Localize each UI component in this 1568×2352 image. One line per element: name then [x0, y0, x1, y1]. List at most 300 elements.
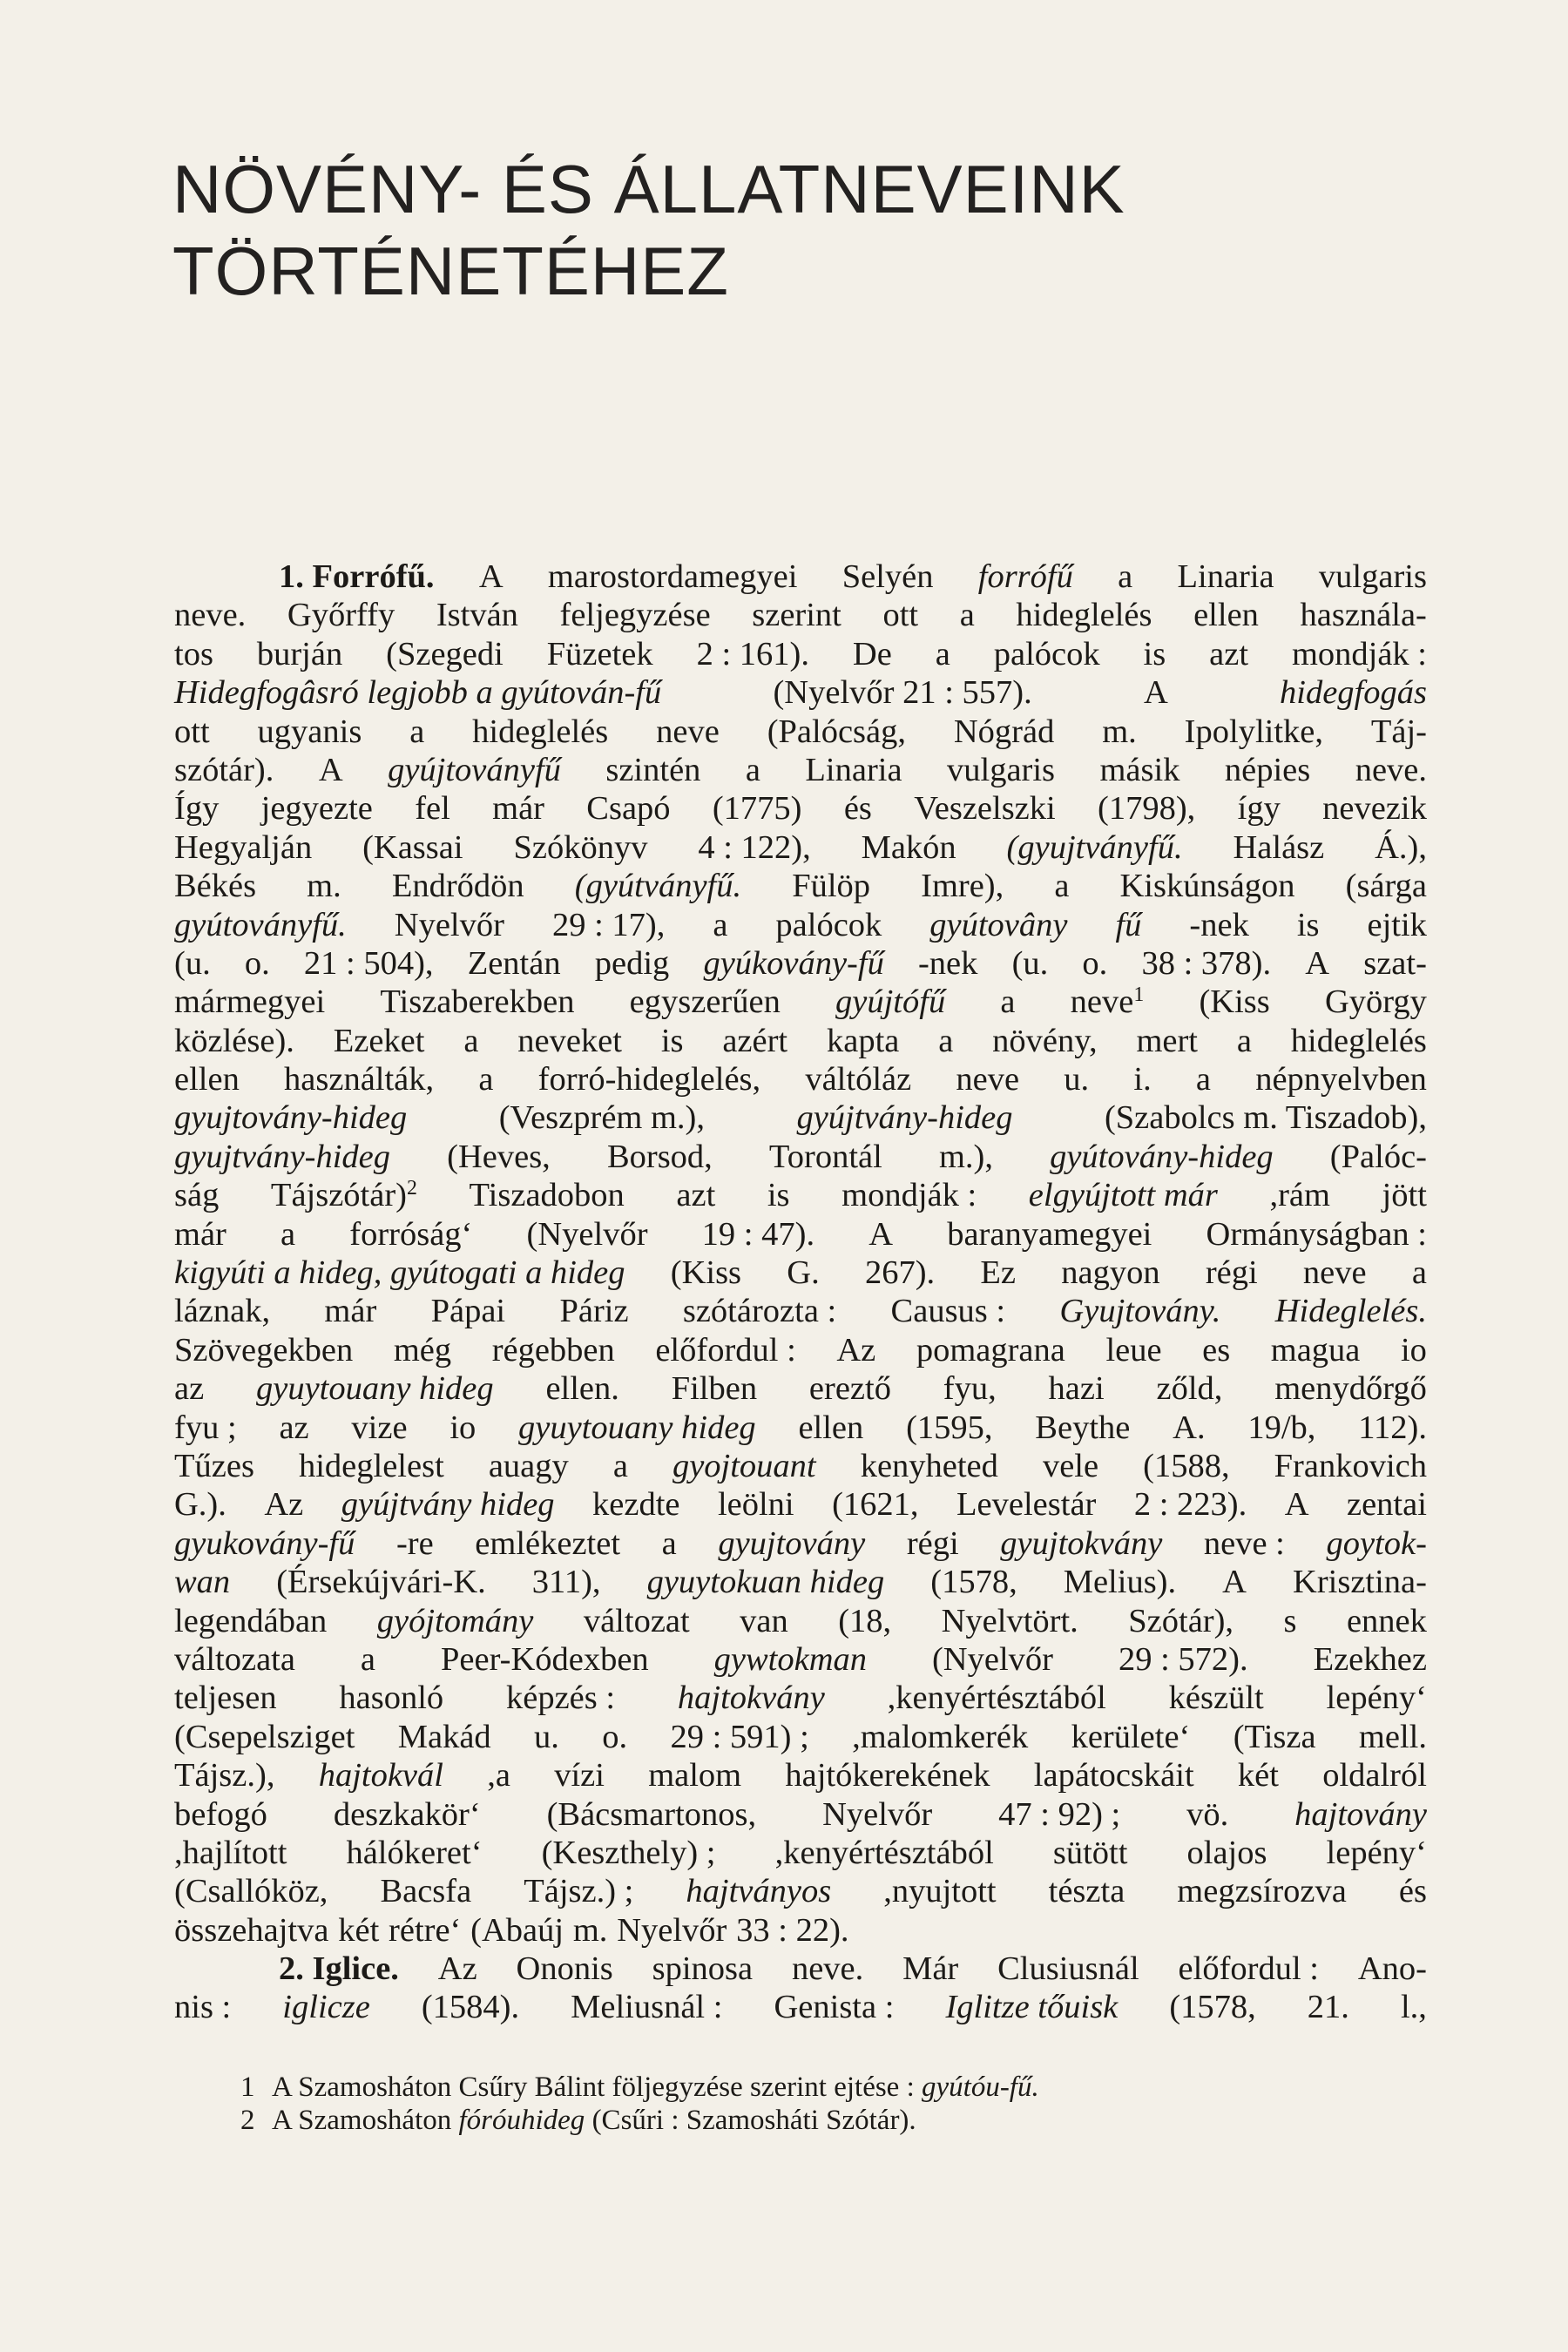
word: (Veszprém m.),	[498, 1099, 705, 1137]
word: Linaria	[805, 751, 902, 788]
text-line	[174, 1254, 1427, 1292]
text-line	[174, 1098, 1427, 1137]
word: Hideglelés.	[1274, 1293, 1427, 1330]
word: a	[463, 1022, 479, 1059]
word: io	[449, 1409, 476, 1446]
text-line	[174, 1679, 1427, 1717]
word: kapta	[826, 1022, 900, 1059]
word: De	[852, 635, 892, 672]
word: emlékeztet	[475, 1524, 621, 1562]
word: Bacsfa	[380, 1873, 472, 1910]
text-line	[174, 1485, 1427, 1524]
word: (sárga	[1345, 868, 1427, 905]
word: ennek	[1346, 1602, 1427, 1639]
word: hideglelés	[1290, 1022, 1427, 1059]
text-line	[174, 1563, 1427, 1601]
word: hideglelés	[472, 713, 609, 750]
word: a	[280, 1215, 296, 1253]
word: ellen	[174, 1061, 240, 1098]
word: az	[279, 1409, 309, 1446]
word: Selyén	[841, 558, 934, 595]
word: s	[1283, 1602, 1297, 1639]
word: 4 : 122),	[698, 828, 811, 866]
word: Szókönyv	[513, 828, 648, 866]
word: (Heves,	[447, 1138, 551, 1175]
word: hasonló	[339, 1680, 444, 1717]
word: ,malomkerék	[852, 1718, 1029, 1755]
word: -nek	[917, 944, 978, 982]
word: Tájsz.) ;	[524, 1873, 634, 1910]
word: 267).	[864, 1254, 936, 1292]
word: Békés	[174, 868, 257, 905]
word: Halász	[1233, 828, 1325, 866]
word: ,kenyértésztából	[887, 1680, 1106, 1717]
word: Frankovich	[1274, 1447, 1427, 1484]
word: Iglitze tőuisk	[945, 1989, 1119, 2026]
word: (1578,	[1169, 1989, 1256, 2026]
text-line	[174, 1060, 1427, 1098]
text-line	[174, 635, 1427, 673]
word: legendában	[174, 1602, 328, 1639]
word: a	[1236, 1022, 1252, 1059]
text-line	[174, 1718, 1427, 1756]
text-line	[174, 944, 1427, 983]
word: Torontál	[768, 1138, 882, 1175]
word: deszkakör‘	[333, 1795, 481, 1833]
footnote-ref: 2	[406, 1177, 417, 1200]
text-line	[174, 558, 1427, 596]
text-line	[174, 789, 1427, 828]
word: Ezekhez	[1313, 1640, 1427, 1678]
word: (u.	[174, 944, 211, 982]
word: szat-	[1363, 944, 1427, 982]
footnote-italic: gyútóu-fű.	[922, 2072, 1039, 2103]
word: gyujtovány-hideg	[174, 1099, 408, 1137]
word: Szótár),	[1128, 1602, 1234, 1639]
word: (Szegedi	[386, 635, 504, 672]
word: a	[409, 713, 425, 750]
word: Filben	[671, 1370, 758, 1408]
word: jött	[1382, 1177, 1427, 1214]
word: is	[1143, 635, 1166, 672]
word: régi	[1205, 1254, 1258, 1292]
word: (Nyelvőr 21 : 557).	[773, 674, 1032, 712]
word: hajtokvány	[677, 1680, 825, 1717]
word: Hidegfogâsró legjobb a gyútován-fű	[174, 674, 662, 712]
footnote	[240, 2104, 1427, 2137]
word: (Tisza	[1233, 1718, 1316, 1755]
text-line	[174, 1872, 1427, 1910]
word: Linaria	[1177, 558, 1274, 595]
word: a	[1118, 558, 1133, 595]
word: (Csepelsziget	[174, 1718, 355, 1755]
word: ott	[882, 597, 919, 634]
word: is	[660, 1022, 684, 1059]
word: (Szabolcs m. Tiszadob),	[1104, 1099, 1427, 1137]
word: gyojtouant	[672, 1447, 816, 1484]
text-line	[174, 1138, 1427, 1176]
word: 2. Iglice.	[279, 1950, 399, 1988]
word: két	[1237, 1757, 1279, 1794]
word: Genista :	[774, 1989, 895, 2026]
word: Ano-	[1357, 1950, 1427, 1988]
word: hajtványos	[686, 1873, 832, 1910]
word: szintén	[605, 751, 701, 788]
word: forró-hideglelés,	[537, 1061, 761, 1098]
word: 1. Forrófű.	[279, 558, 435, 595]
word: a	[1054, 868, 1070, 905]
word: 29 : 17),	[551, 906, 666, 943]
word: neveket	[517, 1022, 622, 1059]
word: és	[1398, 1873, 1427, 1910]
word: 47 : 92) ;	[998, 1795, 1121, 1833]
word: a	[935, 635, 950, 672]
word: ,rám	[1269, 1177, 1330, 1214]
word: (1584).	[421, 1989, 520, 2026]
word: is	[767, 1177, 790, 1214]
word: Veszelszki	[914, 790, 1056, 828]
word: auagy	[488, 1447, 569, 1484]
word: az	[174, 1370, 205, 1408]
word: fyu ;	[174, 1409, 237, 1446]
word: Táj-	[1370, 713, 1427, 750]
word: gyújtvány-hideg	[796, 1099, 1013, 1137]
text-line	[174, 1409, 1427, 1447]
word: gyútovâny	[929, 906, 1068, 943]
word: megzsírozva	[1177, 1873, 1347, 1910]
word: vize	[351, 1409, 408, 1446]
word: zentai	[1346, 1486, 1427, 1524]
word: vízi	[554, 1757, 605, 1794]
word: már	[492, 790, 544, 828]
body-text	[174, 558, 1427, 2027]
word: vulgaris	[1318, 558, 1427, 595]
word: Ormányságban :	[1206, 1215, 1427, 1253]
word: m.	[307, 868, 341, 905]
word: (Keszthely) ;	[541, 1834, 716, 1871]
word: goytok-	[1326, 1524, 1427, 1562]
word: mell.	[1358, 1718, 1427, 1755]
word: változata	[174, 1640, 295, 1678]
word: 2 : 161).	[696, 635, 809, 672]
text-line	[174, 1215, 1427, 1254]
word: lepény‘	[1326, 1680, 1427, 1717]
word: Makád	[397, 1718, 491, 1755]
word: (1588,	[1143, 1447, 1230, 1484]
word: tészta	[1048, 1873, 1125, 1910]
word: használa-	[1300, 597, 1427, 634]
word: Ipolylitke,	[1184, 713, 1323, 750]
word: jegyezte	[260, 790, 373, 828]
word: hajtókerekének	[785, 1757, 990, 1794]
word: láznak,	[174, 1293, 271, 1330]
word: Borsod,	[606, 1138, 713, 1175]
footnotes	[240, 2071, 1427, 2137]
word: azt	[1209, 635, 1249, 672]
word: gyuytokuan hideg	[646, 1564, 885, 1601]
word: baranyamegyei	[947, 1215, 1152, 1253]
text-line	[174, 867, 1427, 905]
word: sütött	[1052, 1834, 1128, 1871]
word: neve	[1302, 1254, 1367, 1292]
word: Az	[836, 1331, 876, 1369]
word: leue	[1105, 1331, 1162, 1369]
word: Causus :	[890, 1293, 1006, 1330]
word: (Palócság,	[767, 713, 906, 750]
word: lepény‘	[1326, 1834, 1427, 1871]
word: (Palóc-	[1329, 1138, 1427, 1175]
word: Nyelvőr	[617, 1911, 727, 1949]
word: hidegfogás	[1280, 674, 1427, 712]
word: Hegyalján	[174, 828, 313, 866]
title-line-1: NÖVÉNY- ÉS ÁLLATNEVEINK	[172, 151, 1125, 227]
word: a	[360, 1640, 376, 1678]
text-line	[174, 1022, 1427, 1060]
word: Krisztina-	[1293, 1564, 1427, 1601]
word: 21.	[1307, 1989, 1349, 2026]
word: oldalról	[1322, 1757, 1427, 1794]
word: A	[478, 558, 504, 595]
word: fyu,	[943, 1370, 997, 1408]
text-line	[174, 1756, 1427, 1794]
word: ott	[174, 713, 210, 750]
word: Az	[437, 1950, 477, 1988]
text-line	[174, 1524, 1427, 1563]
word: Melius).	[1063, 1564, 1177, 1601]
word: neve :	[1203, 1524, 1285, 1562]
word: még	[393, 1331, 452, 1369]
word: elgyújtott már	[1028, 1177, 1218, 1214]
word: -nek	[1189, 906, 1249, 943]
word: A	[318, 751, 343, 788]
word: (1798),	[1098, 790, 1196, 828]
word: es	[1202, 1331, 1231, 1369]
title-line-2: TÖRTÉNETÉHEZ	[172, 233, 729, 309]
word: használták,	[284, 1061, 435, 1098]
word: kezdte	[592, 1486, 680, 1524]
word: gyujtvány-hideg	[174, 1138, 391, 1175]
word: a	[713, 906, 728, 943]
word: neve.	[174, 597, 247, 634]
word: népnyelvben	[1255, 1061, 1427, 1098]
word: Így	[174, 790, 220, 828]
word: a	[1195, 1061, 1211, 1098]
word: vele	[1042, 1447, 1099, 1484]
word: io	[1400, 1331, 1427, 1369]
word: szótár).	[174, 751, 274, 788]
word: ellen.	[545, 1370, 619, 1408]
word: azt	[676, 1177, 716, 1214]
word: marostordamegyei	[547, 558, 798, 595]
text-line	[174, 1602, 1427, 1640]
word: vulgaris	[947, 751, 1056, 788]
word: G.	[787, 1254, 820, 1292]
word: u.	[1064, 1061, 1090, 1098]
word: fel	[415, 790, 450, 828]
word: Nógrád	[953, 713, 1055, 750]
word: 38 : 378).	[1141, 944, 1272, 982]
word: pomagrana	[916, 1331, 1065, 1369]
word: Füzetek	[546, 635, 653, 672]
word: nis :	[174, 1989, 232, 2026]
word: már	[324, 1293, 377, 1330]
word: 19/b,	[1247, 1409, 1316, 1446]
word: feljegyzése	[559, 597, 711, 634]
word: hajtovány	[1294, 1795, 1427, 1833]
word: váltóláz	[805, 1061, 912, 1098]
word: közlése).	[174, 1022, 294, 1059]
word: palócok	[775, 906, 882, 943]
word: gyójtomány	[376, 1602, 534, 1639]
word: m.),	[938, 1138, 993, 1175]
word: ejtik	[1367, 906, 1427, 943]
word: iglicze	[282, 1989, 370, 2026]
word: Szövegekben	[174, 1331, 354, 1369]
word: (Érsekújvári-K.	[276, 1564, 486, 1601]
text-line	[174, 1911, 1427, 1950]
word: leölni	[717, 1486, 794, 1524]
word: forróság‘	[349, 1215, 473, 1253]
word: kenyheted	[860, 1447, 998, 1484]
word: A	[868, 1215, 894, 1253]
word: pedig	[594, 944, 670, 982]
text-line	[174, 1369, 1427, 1408]
word: (Nyelvőr	[931, 1640, 1053, 1678]
word: 112).	[1358, 1409, 1427, 1446]
word: változat	[583, 1602, 690, 1639]
word-with-ref	[271, 1176, 417, 1214]
word: a	[1411, 1254, 1427, 1292]
footnote-mark: 2	[240, 2105, 255, 2136]
word: képzés :	[506, 1680, 616, 1717]
word: (Kassai	[362, 828, 463, 866]
word: -re	[395, 1524, 434, 1562]
word: azért	[722, 1022, 788, 1059]
word: Ononis	[516, 1950, 613, 1988]
footnote	[240, 2071, 1427, 2104]
word: Tiszaberekben	[380, 983, 575, 1021]
word: olajos	[1186, 1834, 1267, 1871]
text-line	[174, 1292, 1427, 1330]
word: m.	[572, 1911, 608, 1949]
word: 19 : 47).	[701, 1215, 815, 1253]
word: előfordul :	[655, 1331, 796, 1369]
word: Az	[264, 1486, 304, 1524]
word: ,nyujtott	[883, 1873, 997, 1910]
word: gyútoványfű.	[174, 906, 347, 943]
word: ,kenyértésztából	[774, 1834, 994, 1871]
word: Kiskúnságon	[1119, 868, 1295, 905]
word: a	[745, 751, 760, 788]
word: mondják :	[841, 1177, 977, 1214]
word: (1775)	[712, 790, 802, 828]
word: Csapó	[586, 790, 671, 828]
footnote-text: A Szamosháton Csűry Bálint följegyzése szerint ejtése :	[272, 2072, 922, 2103]
word: burján	[256, 635, 343, 672]
word: régebben	[491, 1331, 615, 1369]
word: ,a	[487, 1757, 510, 1794]
word: o.	[1082, 944, 1108, 982]
text-line	[174, 596, 1427, 634]
word: 21 : 504),	[303, 944, 434, 982]
word: kigyúti a hideg, gyútogati a hideg	[174, 1254, 625, 1292]
word: szerint	[752, 597, 841, 634]
word: gyúkovány-fű	[703, 944, 884, 982]
word: Tiszadobon	[469, 1177, 625, 1214]
word: Levelestár	[956, 1486, 1097, 1524]
word: Imre),	[921, 868, 1004, 905]
word: hideglelés	[1016, 597, 1152, 634]
word: (1578,	[930, 1564, 1017, 1601]
word: Tájszótár)	[270, 1177, 407, 1214]
word: a	[959, 597, 975, 634]
word: gyútovány-hideg	[1050, 1138, 1274, 1175]
word: Clusiusnál	[997, 1950, 1139, 1988]
word: tos	[174, 635, 213, 672]
word: o.	[244, 944, 270, 982]
word: mondják :	[1291, 635, 1427, 672]
word: malom	[648, 1757, 742, 1794]
word: l.,	[1400, 1989, 1427, 2026]
word: menydőrgő	[1274, 1370, 1427, 1408]
word: gyújtvány hideg	[341, 1486, 555, 1524]
word: ,hajlított	[174, 1834, 287, 1871]
word: és	[843, 790, 872, 828]
word: A	[1284, 1486, 1309, 1524]
word: hideglelest	[298, 1447, 444, 1484]
word: vö.	[1186, 1795, 1229, 1833]
word: előfordul :	[1178, 1950, 1319, 1988]
word-with-ref	[1071, 983, 1145, 1021]
word: 29 : 572).	[1118, 1640, 1248, 1678]
word: rétre‘	[389, 1911, 462, 1949]
word: (Abaúj	[470, 1911, 564, 1949]
page-title	[172, 148, 1125, 312]
footnote-ref: 1	[1133, 983, 1145, 1007]
word: ellen	[798, 1409, 864, 1446]
word: már	[174, 1215, 226, 1253]
word: fű	[1115, 906, 1142, 943]
word: ugyanis	[257, 713, 362, 750]
word: neve	[956, 1061, 1020, 1098]
footnote-mark: 1	[240, 2072, 255, 2103]
word: Beythe	[1035, 1409, 1131, 1446]
word: gyukovány-fű	[174, 1524, 355, 1562]
footnote-after: (Csűri : Szamosháti Szótár).	[585, 2105, 916, 2136]
word: 2 : 223).	[1133, 1486, 1247, 1524]
word: zőld,	[1156, 1370, 1223, 1408]
word: (18,	[838, 1602, 892, 1639]
word: ság	[174, 1177, 220, 1214]
word: gyujtovány	[718, 1524, 866, 1562]
word: összehajtva	[174, 1911, 329, 1949]
word: szótározta :	[682, 1293, 837, 1330]
text-line	[174, 751, 1427, 789]
word: a	[938, 1022, 954, 1059]
word: van	[740, 1602, 788, 1639]
word: neve.	[1355, 751, 1427, 788]
word: hálókeret‘	[346, 1834, 483, 1871]
word: gywtokman	[713, 1640, 868, 1678]
word: Endrődön	[391, 868, 524, 905]
word: gyújtoványfű	[388, 751, 561, 788]
footnote-text: A Szamosháton	[272, 2105, 459, 2136]
text-line	[174, 1640, 1427, 1679]
word: Makón	[861, 828, 956, 866]
word: Pápai	[430, 1293, 506, 1330]
word: m.	[1102, 713, 1137, 750]
text-line	[174, 828, 1427, 867]
